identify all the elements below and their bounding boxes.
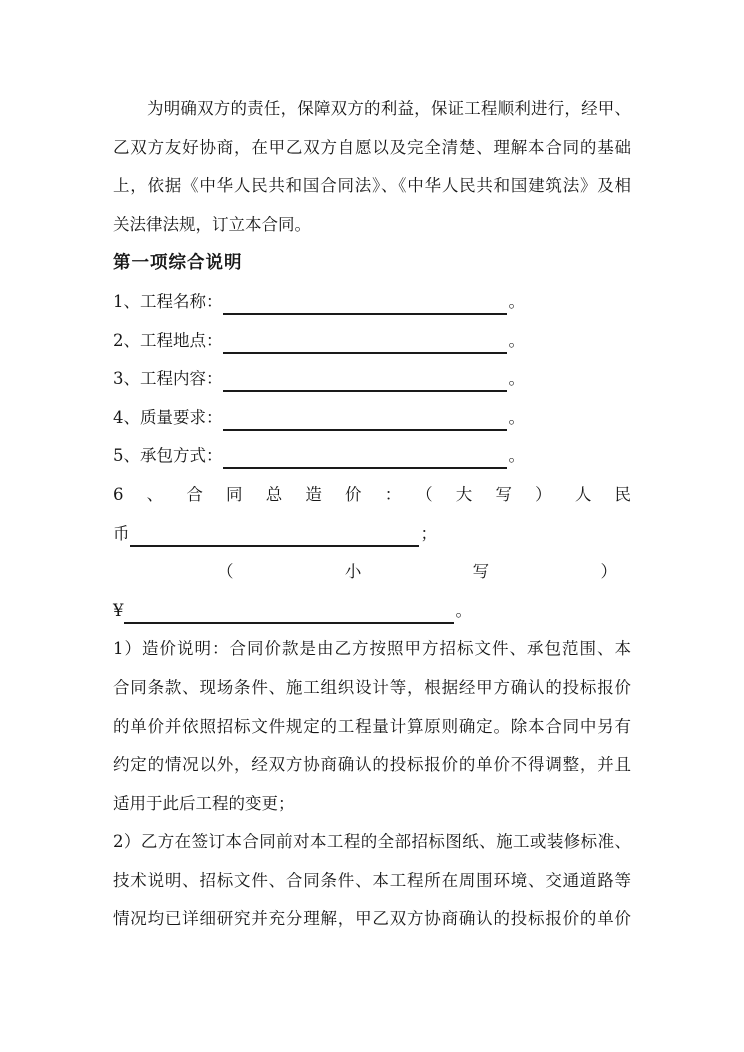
period-mark: 。 bbox=[508, 291, 525, 311]
small-write-line: （小写） bbox=[217, 562, 617, 582]
clause-1-line-1: 1）造价说明：合同价款是由乙方按照甲方招标文件、承包范围、本 bbox=[113, 639, 631, 659]
clause-2-line-3: 情况均已详细研究并充分理解，甲乙双方协商确认的投标报价的单价 bbox=[113, 909, 631, 929]
project-name-label: 1、工程名称： bbox=[113, 291, 223, 311]
period-mark: 。 bbox=[508, 369, 525, 389]
clause-2-line-1: 2）乙方在签订本合同前对本工程的全部招标图纸、施工或装修标准、 bbox=[113, 832, 631, 852]
semicolon-mark: ； bbox=[420, 523, 437, 543]
clause-2-line-2: 技术说明、招标文件、合同条件、本工程所在周围环境、交通道路等 bbox=[113, 870, 631, 890]
project-location-row bbox=[113, 322, 525, 361]
quality-requirement-label: 4、质量要求： bbox=[113, 407, 223, 427]
contract-method-label: 5、承包方式： bbox=[113, 446, 223, 466]
project-content-row bbox=[113, 360, 525, 399]
period-mark: 。 bbox=[508, 446, 525, 466]
contract-page bbox=[113, 90, 631, 939]
period-mark: 。 bbox=[508, 407, 525, 427]
clause-1-line-3: 的单价并依照招标文件规定的工程量计算原则确定。除本合同中另有 bbox=[113, 716, 631, 736]
clause-1-line-5: 适用于此后工程的变更； bbox=[113, 793, 295, 813]
rmb-amount-blank-line bbox=[130, 515, 419, 547]
clause-1-line-4: 约定的情况以外，经双方协商确认的投标报价的单价不得调整，并且 bbox=[113, 755, 631, 775]
rmb-amount-row bbox=[113, 515, 437, 554]
contract-method-blank-line bbox=[223, 437, 507, 469]
yen-amount-row bbox=[113, 592, 472, 631]
project-location-blank-line bbox=[223, 322, 507, 354]
project-content-blank-line bbox=[223, 360, 507, 392]
rmb-label: 币 bbox=[113, 523, 130, 543]
project-location-label: 2、工程地点： bbox=[113, 330, 223, 350]
intro-line-4: 关法律法规，订立本合同。 bbox=[113, 214, 311, 234]
yen-symbol: ¥ bbox=[113, 600, 124, 620]
project-name-blank-line bbox=[223, 283, 507, 315]
contract-method-row bbox=[113, 437, 525, 476]
quality-requirement-row bbox=[113, 399, 525, 438]
quality-requirement-blank-line bbox=[223, 399, 507, 431]
intro-line-1: 为明确双方的责任，保障双方的利益，保证工程顺利进行，经甲、 bbox=[147, 99, 631, 118]
period-mark: 。 bbox=[455, 600, 472, 620]
period-mark: 。 bbox=[508, 330, 525, 350]
total-price-line: 6、合同总造价：（大写）人民 bbox=[113, 484, 631, 504]
clause-1-line-2: 合同条款、现场条件、施工组织设计等，根据经甲方确认的投标报价 bbox=[113, 677, 631, 697]
intro-line-2: 乙双方友好协商，在甲乙双方自愿以及完全清楚、理解本合同的基础 bbox=[113, 137, 631, 157]
project-name-row bbox=[113, 283, 525, 322]
intro-line-3: 上，依据《中华人民共和国合同法》、《中华人民共和国建筑法》及相 bbox=[113, 176, 631, 196]
project-content-label: 3、工程内容： bbox=[113, 369, 223, 389]
yen-amount-blank-line bbox=[124, 592, 454, 624]
section-1-heading: 第一项综合说明 bbox=[113, 253, 243, 274]
